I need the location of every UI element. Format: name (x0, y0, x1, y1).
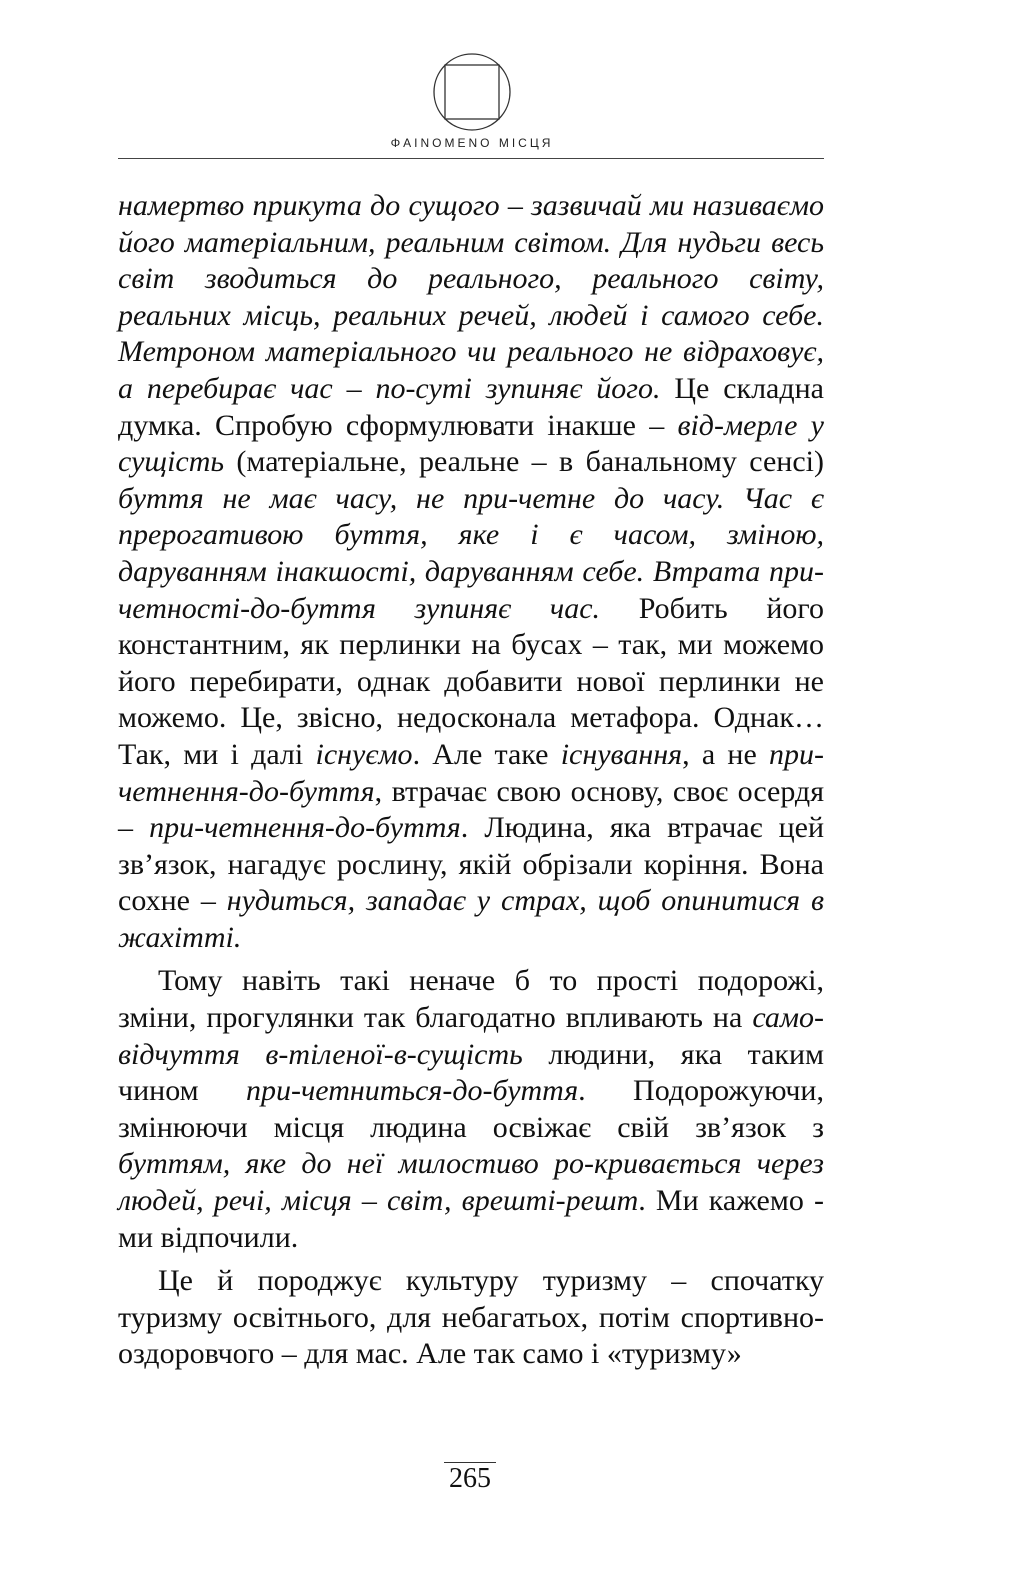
italic-run: намертво прикута до сущого – зазвичай ми називаємо його матеріальним, реальним світом. Для нудьги весь світ зводиться до реального, реального світу, реальних місць, реальних речей, людей і самого себе. Метроном матеріального чи реального не відраховує, а перебирає час – по-суті зупиняє його. (118, 189, 824, 405)
italic-run: при-четниться-до-буття (246, 1074, 579, 1108)
paragraph (118, 188, 824, 956)
text-run: Робить його константним, як перлинки на бусах – так, ми можемо його перебирати, однак добавити нової перлинки не можемо. Це, звісно, недосконала метафора. Однак… Так, ми і далі (118, 591, 824, 771)
italic-run: існуємо (315, 737, 413, 771)
italic-run: буттям, яке до неї милостиво ро-кривається через людей, речі, місця – світ, врешті-решт (118, 1147, 824, 1218)
running-header-title: ΦAINOMENO МІСЦЯ (390, 136, 554, 150)
text-run: . Людина, яка втрачає цей зв’язок, нагадує рослину, якій обрізали коріння. Вона сохне – (118, 811, 825, 918)
text-run: . Подорожуючи, змінюючи місця людина освіжає свій зв’язок з (118, 1074, 824, 1144)
page-number: 265 (444, 1462, 496, 1494)
text-run: (матеріальне, реальне – в банальному сенсі) (224, 445, 824, 479)
italic-run: при-четнення-до-буття (118, 737, 824, 808)
italic-run: при-четнення-до-буття (149, 811, 461, 845)
body-text (118, 188, 824, 1373)
italic-run: від-мерле у сущість (118, 408, 824, 479)
italic-run: само-відчуття в-тіленої-в-сущість (118, 1001, 824, 1071)
circle-square-icon (432, 52, 512, 132)
italic-run: існування (560, 737, 683, 771)
text-run: Тому навіть такі неначе б то прості подорожі, зміни, прогулянки так благодатно впливають на (118, 964, 824, 1035)
italic-run: нудиться, западає у страх, щоб опинитися в жахітті. (118, 884, 824, 954)
text-run: , втрачає свою основу, своє осердя – (118, 774, 824, 845)
text-run: Це й породжує культуру туризму – спочатку туризму освітнього, для небагатьох, потім спортивно-оздоровчого – для мас. Але так само і «туризму» (118, 1264, 824, 1371)
paragraph (118, 963, 824, 1256)
header-divider (118, 158, 824, 159)
paragraph (118, 1263, 824, 1373)
italic-run: буття не має часу, не при-четне до часу. Час є прерогативою буття, яке і є часом, зміною, даруванням інакшості, даруванням себе. Втрата при-четності-до-буття зупиняє час. (118, 481, 824, 625)
text-run: Це складна думка. Спробую сформулювати інакше – (118, 371, 824, 442)
text-run: , а не (682, 737, 769, 771)
text-run: . Ми кажемо - ми відпочили. (118, 1184, 824, 1254)
text-run: . Але таке (412, 737, 561, 771)
text-run: людини, яка таким чином (118, 1037, 824, 1108)
